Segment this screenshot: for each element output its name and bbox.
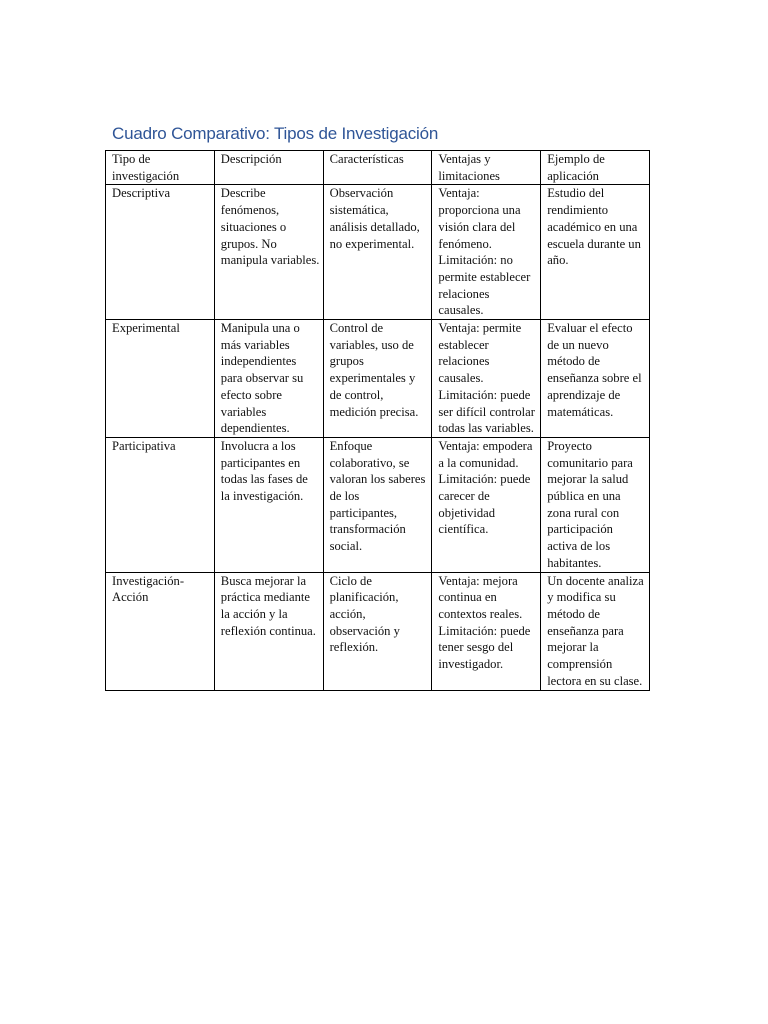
table-row bbox=[106, 572, 650, 690]
header-tipo: Tipo de investigación bbox=[106, 151, 215, 185]
table-row bbox=[106, 437, 650, 572]
table-cell: Experimental bbox=[106, 320, 215, 438]
table-cell: Proyecto comunitario para mejorar la salud pública en una zona rural con participación activa de los habitantes. bbox=[541, 437, 650, 572]
header-ejemplo: Ejemplo de aplicación bbox=[541, 151, 650, 185]
table-header-row bbox=[106, 151, 650, 185]
table-cell: Un docente analiza y modifica su método de enseñanza para mejorar la comprensión lectora en su clase. bbox=[541, 572, 650, 690]
table-cell: Observación sistemática, análisis detallado, no experimental. bbox=[323, 185, 432, 320]
table-cell: Enfoque colaborativo, se valoran los saberes de los participantes, transformación social. bbox=[323, 437, 432, 572]
comparison-table bbox=[105, 150, 650, 691]
table-cell: Investigación-Acción bbox=[106, 572, 215, 690]
table-row bbox=[106, 320, 650, 438]
table-cell: Busca mejorar la práctica mediante la acción y la reflexión continua. bbox=[214, 572, 323, 690]
table-cell: Describe fenómenos, situaciones o grupos. No manipula variables. bbox=[214, 185, 323, 320]
table-row bbox=[106, 185, 650, 320]
table-cell: Ventaja: proporciona una visión clara del fenómeno. Limitación: no permite establecer relaciones causales. bbox=[432, 185, 541, 320]
table-cell: Control de variables, uso de grupos experimentales y de control, medición precisa. bbox=[323, 320, 432, 438]
table-cell: Descriptiva bbox=[106, 185, 215, 320]
table-cell: Estudio del rendimiento académico en una escuela durante un año. bbox=[541, 185, 650, 320]
header-caracteristicas: Características bbox=[323, 151, 432, 185]
table-cell: Ventaja: permite establecer relaciones causales. Limitación: puede ser difícil controlar todas las variables. bbox=[432, 320, 541, 438]
header-ventajas: Ventajas y limitaciones bbox=[432, 151, 541, 185]
table-cell: Evaluar el efecto de un nuevo método de enseñanza sobre el aprendizaje de matemáticas. bbox=[541, 320, 650, 438]
table-cell: Involucra a los participantes en todas las fases de la investigación. bbox=[214, 437, 323, 572]
document-title: Cuadro Comparativo: Tipos de Investigación bbox=[112, 124, 439, 143]
table-cell: Participativa bbox=[106, 437, 215, 572]
table-cell: Ventaja: mejora continua en contextos reales. Limitación: puede tener sesgo del investigador. bbox=[432, 572, 541, 690]
table-cell: Ciclo de planificación, acción, observación y reflexión. bbox=[323, 572, 432, 690]
table-cell: Manipula una o más variables independientes para observar su efecto sobre variables dependientes. bbox=[214, 320, 323, 438]
table-cell: Ventaja: empodera a la comunidad. Limitación: puede carecer de objetividad científica. bbox=[432, 437, 541, 572]
header-descripcion: Descripción bbox=[214, 151, 323, 185]
